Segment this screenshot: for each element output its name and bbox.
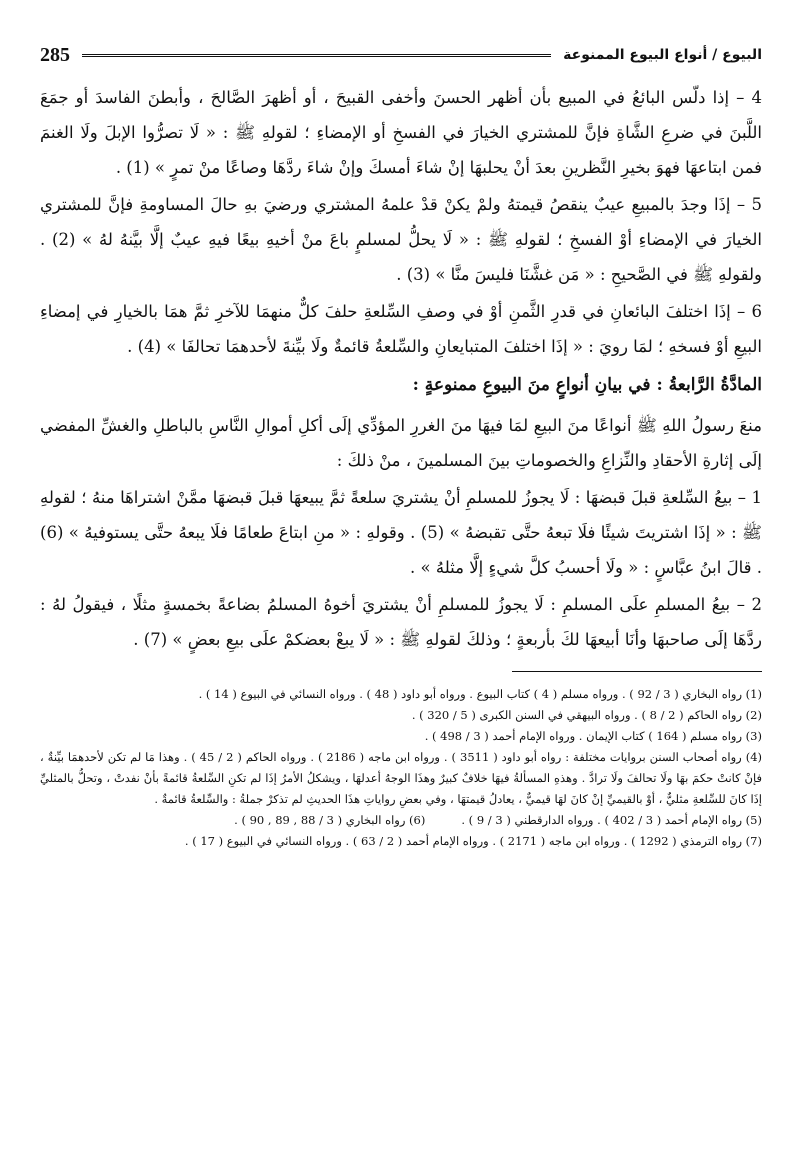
page-number: 285 — [40, 43, 70, 66]
footnotes — [40, 684, 762, 852]
footnote-3: (3) رواه مسلم ( 164 ) كتاب الإيمان . ورواه الإمام أحمد ( 3 / 498 ) . — [424, 729, 762, 743]
section-intro: منعَ رسولُ اللهِ ﷺ أنواعًا منَ البيعِ لمَا فيهَا منَ الغررِ المؤدِّي إلَى أكلِ أموالِ النَّاسِ بالباطلِ والغشِّ المفضي إلَى إثارةِ الأحقادِ والنِّزاعِ والخصوماتِ بينَ المسلمينَ ، منْ ذلكَ : — [40, 416, 762, 470]
footnote-row-5-6 — [40, 810, 762, 831]
main-text — [40, 80, 762, 657]
header-rule — [82, 54, 551, 57]
footnote-2: (2) رواه الحاكم ( 2 / 8 ) . ورواه البيهقي في السنن الكبرى ( 5 / 320 ) . — [411, 708, 762, 722]
paragraph-item-4: 4 – إذا دلّس البائعُ في المبيع بأن أظهر الحسنَ وأخفى القبيحَ ، أو أظهرَ الصَّالحَ ، وأبطنَ الفاسدَ أو جمَعَ اللَّبنَ في ضرعِ الشَّاةِ فإنَّ للمشتري الخيارَ في الفسخِ أو الإمضاءِ ؛ لقولهِ ﷺ : « لَا تصرُّوا الإبلَ ولَا الغنمَ فمن ابتاعهَا فهوَ بخيرِ النَّظرينِ بعدَ أنْ يحلبهَا إنْ شاءَ أمسكَ وإنْ شاءَ ردَّهَا وصاعًا منْ تمرٍ » (1) . — [40, 88, 762, 177]
footnote-5: (5) رواه الإمام أحمد ( 3 / 402 ) . ورواه الدارقطني ( 3 / 9 ) . — [461, 813, 762, 827]
footnote-divider — [512, 671, 762, 672]
paragraph-item-6: 6 – إذَا اختلفَ البائعانِ في قدرِ الثَّمنِ أوْ في وصفِ السِّلعةِ حلفَ كلٌّ منهمَا للآخرِ ثمَّ همَا بالخيارِ في إمضاءِ البيعِ أوْ فسخهِ ؛ لمَا رويَ : « إذَا اختلفَ المتبايعانِ والسِّلعةُ قائمةٌ ولَا بيِّنةَ لأحدهمَا تحالفَا » (4) . — [40, 302, 762, 356]
running-title: البيوع / أنواع البيوع الممنوعة — [563, 47, 762, 63]
book-page — [40, 40, 762, 852]
section-item-2: 2 – بيعُ المسلمِ علَى المسلمِ : لَا يجوزُ للمسلمِ أنْ يشتريَ أخوهُ المسلمُ بضاعةً بخمسةٍ مثلًا ، فيقولُ لهُ : ردَّهَا إلَى صاحبهَا وأنَا أبيعهَا لكَ بأربعةٍ ؛ وذلكَ لقولهِ ﷺ : « لَا يبعْ بعضكمْ علَى بيعِ بعضٍ » (7) . — [40, 595, 762, 649]
section-item-1: 1 – بيعُ السِّلعةِ قبلَ قبضهَا : لَا يجوزُ للمسلمِ أنْ يشتريَ سلعةً ثمَّ يبيعهَا قبلَ قبضهَا ممَّنْ اشتراهَا منهُ ؛ لقولهِ ﷺ : « إذَا اشتريتَ شيئًا فلَا تبعهُ حتَّى تقبضهُ » (5) . وقولهِ : « منِ ابتاعَ طعامًا فلَا يبعهُ حتَّى يستوفيهُ » (6) . قالَ ابنُ عبَّاسٍ : « ولَا أحسبُ كلَّ شيءٍ إلَّا مثلهُ » . — [40, 488, 762, 577]
section-heading: المادَّةُ الرَّابعةُ : في بيانِ أنواعٍ منَ البيوعِ ممنوعةٍ : — [412, 375, 762, 395]
paragraph-item-5: 5 – إذَا وجدَ بالمبيعِ عيبٌ ينقصُ قيمتهُ ولمْ يكنْ قدْ علمهُ المشتري ورضيَ بهِ حالَ المساومةِ فإنَّ للمشتري الخيارَ في الإمضاءِ أوْ الفسخِ ؛ لقولهِ ﷺ : « لَا يحلُّ لمسلمٍ باعَ منْ أخيهِ بيعًا فيهِ عيبٌ إلَّا بيَّنهُ لهُ » (2) . ولقولهِ ﷺ في الصَّحيحِ : « مَن غشَّنَا فليسَ منَّا » (3) . — [40, 195, 762, 284]
footnote-6: (6) رواه البخاري ( 3 / 88 , 89 , 90 ) . — [234, 813, 426, 827]
page-header — [40, 40, 762, 70]
footnote-4: (4) رواه أصحاب السنن بروايات مختلفة : رواه أبو داود ( 3511 ) . ورواه ابن ماجه ( 2186 ) . ورواه الحاكم ( 2 / 45 ) . وهذا مَا لم تكن لأحدهمَا بيِّنةٌ ، فإنْ كانتْ حكمَ بهَا ولَا تحالفَ ولَا ترادَّ . وهذهِ المسألةُ فيهَا خلافٌ كبيرٌ وهذَا الوجهُ أعدلهَا ، ويشكلُ الأمرُ إذَا لم تكنِ السِّلعةُ قائمةً بأنْ نفدتْ ، وتحلُّ بالمثليِّ إذَا كانَ للسِّلعةِ مثليٌّ ، أوْ بالقيميِّ إنْ كانَ لهَا قيميٌّ ، يعادلُ قيمتهَا ، وفي بعضِ رواياتِ هذَا الحديثِ لم تذكرْ جملةُ : والسِّلعةُ قائمةٌ . — [40, 750, 763, 806]
footnote-7: (7) رواه الترمذي ( 1292 ) . ورواه ابن ماجه ( 2171 ) . ورواه الإمام أحمد ( 2 / 63 ) . ورواه النسائي في البيوع ( 17 ) . — [184, 834, 762, 848]
footnote-1: (1) رواه البخاري ( 3 / 92 ) . ورواه مسلم ( 4 ) كتاب البيوع . ورواه أبو داود ( 48 ) . ورواه النسائي في البيوع ( 14 ) . — [198, 687, 762, 701]
